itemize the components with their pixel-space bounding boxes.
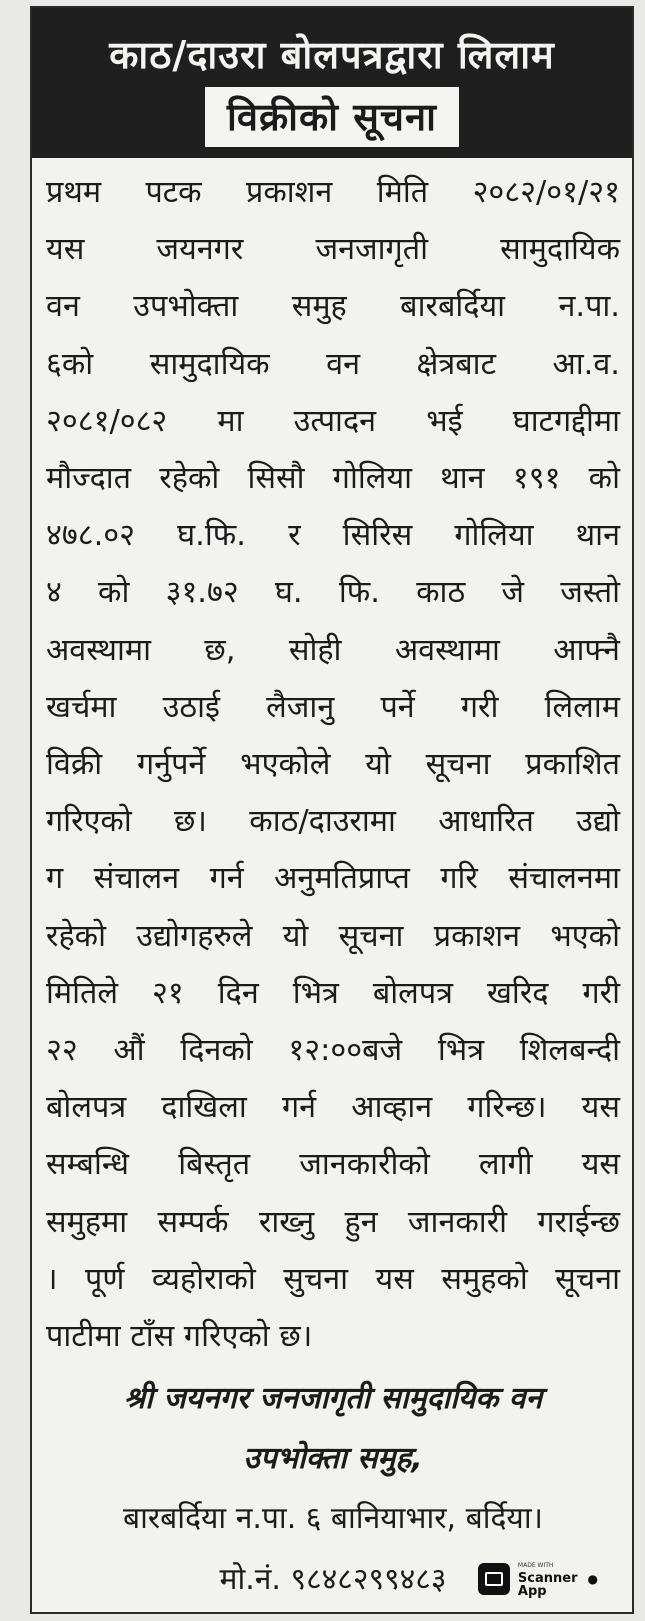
body-line: प्रथम पटक प्रकाशन मिति २०८२/०१/२१ [46,175,620,210]
apple-icon: ● [587,1571,598,1586]
scanner-app-icon [478,1563,510,1595]
body-line: ४ को ३१.७२ घ. फि. काठ जे जस्तो [46,575,620,611]
body-line: सम्बन्धि बिस्तृत जानकारीको लागी यस [46,1147,620,1183]
scanner-app-watermark [478,1559,598,1598]
watermark-app-name-1: Scanner [517,1571,578,1586]
body-line: गरिएको छ। काठ/दाउरामा आधारित उद्यो [46,804,620,840]
notice-clipping [30,6,634,1614]
body-line: ग संचालन गर्न अनुमतिप्राप्त गरि संचालनमा [46,861,620,897]
body-line: बोलपत्र दाखिला गर्न आव्हान गरिन्छ। यस [46,1090,620,1126]
body-line: । पूर्ण व्यहोराको सुचना यस समुहको सूचना [46,1261,620,1297]
notice-paragraph [46,164,620,1365]
body-line: समुहमा सम्पर्क राख्नु हुन जानकारी गराईन्छ [46,1204,620,1240]
body-line: विक्री गर्नुपर्ने भएकोले यो सूचना प्रकाशित [46,747,620,783]
signature-address: बारबर्दिया न.पा. ६ बानियाभार, बर्दिया। [123,1501,543,1537]
body-line: २२ औं दिनको १२:००बजे भित्र शिलबन्दी [46,1033,620,1069]
body-line: २०८१/०८२ मा उत्पादन भई घाटगद्दीमा [46,403,620,439]
body-line: यस जयनगर जनजागृती सामुदायिक [46,232,620,268]
scanner-app-label [518,1559,578,1598]
header-title-line1: काठ/दाउरा बोलपत्रद्वारा लिलाम [109,33,555,77]
notice-body [32,158,632,1611]
body-line: रहेको उद्योगहरुले यो सूचना प्रकाशन भएको [46,918,620,954]
body-line: ६को सामुदायिक वन क्षेत्रबाट आ.व. [46,346,620,382]
body-line: ४७८.०२ घ.फि. र सिरिस गोलिया थान [46,518,620,554]
signature-org-line1: श्री जयनगर जनजागृती सामुदायिक वन [123,1381,543,1417]
notice-header [32,8,632,158]
signature-block [46,1369,620,1489]
body-line: मितिले २१ दिन भित्र बोलपत्र खरिद गरी [46,975,620,1011]
body-line: पाटीमा टाँस गरिएको छ। [46,1319,313,1355]
body-line: मौज्दात रहेको सिसौ गोलिया थान १९१ को [46,461,620,497]
signature-phone: मो.नं. ९८४८२९९४८३ [219,1562,447,1598]
watermark-app-name-2: App [517,1584,547,1599]
signature-org-line2: उपभोक्ता समुह, [243,1441,423,1477]
body-line: वन उपभोक्ता समुह बारबर्दिया न.पा. [46,289,620,325]
body-line: खर्चमा उठाई लैजानु पर्ने गरी लिलाम [46,689,620,725]
header-title-line2: विक्रीको सूचना [205,87,459,147]
watermark-made-with: MADE WITH [517,1562,554,1569]
body-line: अवस्थामा छ, सोही अवस्थामा आफ्नै [46,632,620,668]
